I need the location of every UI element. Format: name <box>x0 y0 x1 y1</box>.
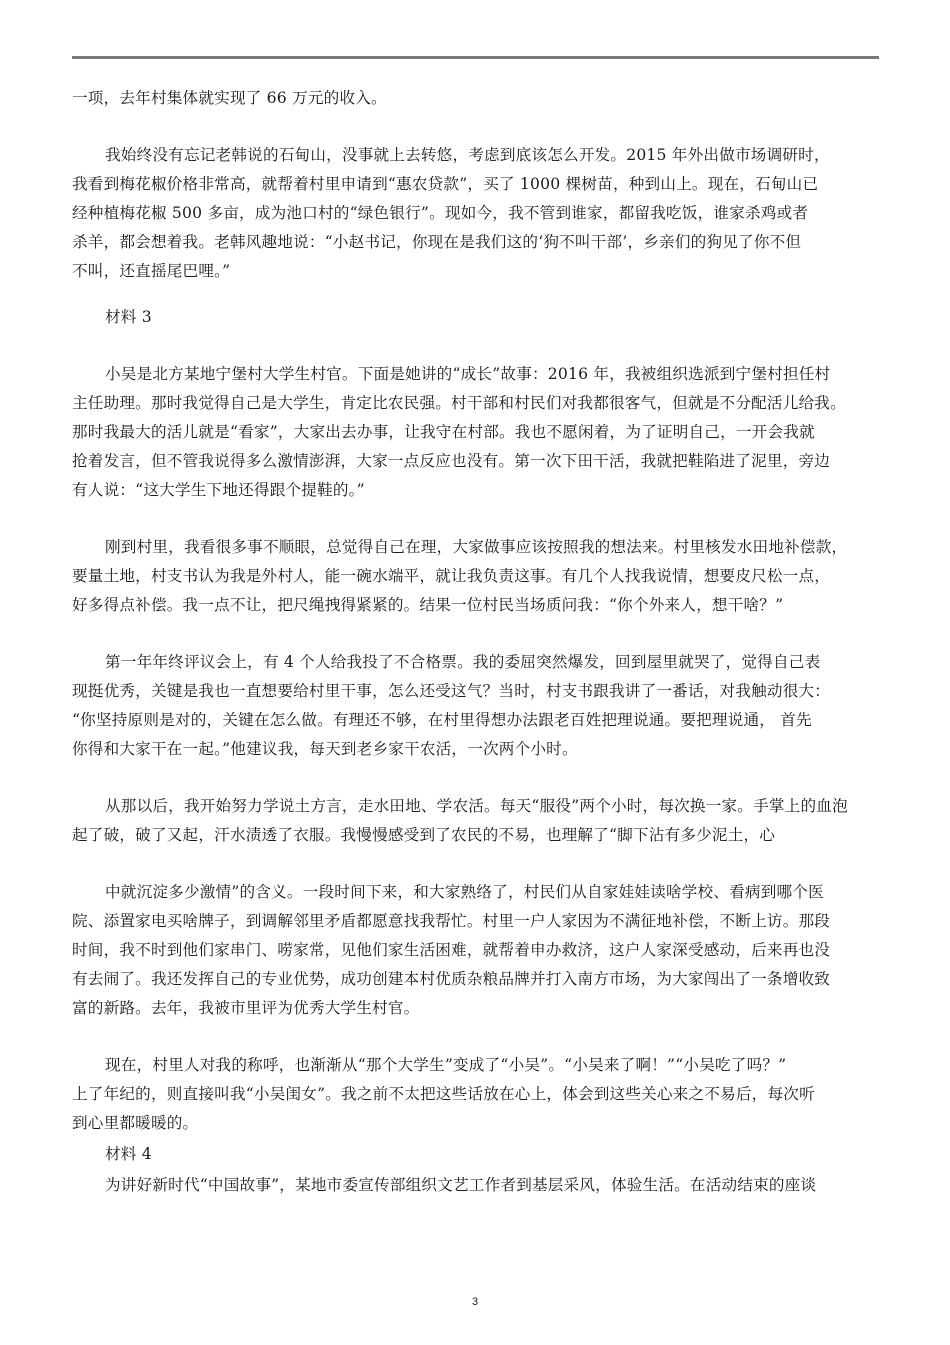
text-line: 我始终没有忘记老韩说的石甸山，没事就上去转悠，考虑到底该怎么开发。2015 年外出做市场调研时， <box>105 146 830 164</box>
text-line: 从那以后，我开始努力学说土方言，走水田地、学农活。每天“服役”两个小时，每次换一家。手掌上的血泡 <box>105 797 848 815</box>
text-line: “你坚持原则是对的，关键在怎么做。有理还不够，在村里得想办法跟老百姓把理说通。要把理说通， 首先 <box>72 711 812 729</box>
text-line: 富的新路。去年，我被市里评为优秀大学生村官。 <box>72 999 420 1017</box>
text-line: 起了破，破了又起，汗水渍透了衣服。我慢慢感受到了农民的不易，也理解了“脚下沾有多少泥土，心 <box>72 826 776 844</box>
text-line: 要量土地，村支书认为我是外村人，能一碗水端平，就让我负责这事。有几个人找我说情，想要皮尺松一点， <box>72 567 831 585</box>
text-line: 一项，去年村集体就实现了 66 万元的收入。 <box>72 89 387 107</box>
text-line: 第一年年终评议会上，有 4 个人给我投了不合格票。我的委屈突然爆发，回到屋里就哭了，觉得自己表 <box>105 653 821 671</box>
text-line: 时间，我不时到他们家串门、唠家常，见他们家生活困难，就帮着申办救济，这户人家深受感动，后来再也没 <box>72 941 831 959</box>
paragraph <box>72 1051 880 1138</box>
text-line: 不叫，还直摇尾巴哩。” <box>72 262 231 280</box>
text-line: 主任助理。那时我觉得自己是大学生，肯定比农民强。村干部和村民们对我都很客气，但就是不分配活儿给我。 <box>72 394 846 412</box>
section-heading-material-4: 材料 4 <box>105 1145 152 1163</box>
text-line: 抢着发言，但不管我说得多么激情澎湃，大家一点反应也没有。第一次下田干活，我就把鞋陷进了泥里，旁边 <box>72 452 831 470</box>
text-line: 院、添置家电买啥牌子，到调解邻里矛盾都愿意找我帮忙。村里一户人家因为不满征地补偿，不断上访。那段 <box>72 912 831 930</box>
text-line: 好多得点补偿。我一点不让，把尺绳拽得紧紧的。结果一位村民当场质问我：“你个外来人，想干啥？” <box>72 596 784 614</box>
text-line: 现在，村里人对我的称呼，也渐渐从“那个大学生”变成了“小吴”。“小吴来了啊！”“小吴吃了吗？” <box>105 1056 787 1074</box>
text-line: 有去闹了。我还发挥自己的专业优势，成功创建本村优质杂粮品牌并打入南方市场，为大家闯出了一条增收致 <box>72 970 831 988</box>
page-number: 3 <box>471 1296 479 1308</box>
text-line: 为讲好新时代“中国故事”，某地市委宣传部组织文艺工作者到基层采风，体验生活。在活动结束的座谈 <box>105 1176 817 1194</box>
paragraph <box>72 533 880 620</box>
text-line: 那时我最大的活儿就是“看家”，大家出去办事，让我守在村部。我也不愿闲着，为了证明自己，一开会我就 <box>72 423 815 441</box>
section-heading-material-3: 材料 3 <box>105 308 152 326</box>
text-line: 经种植梅花椒 500 多亩，成为池口村的“绿色银行”。现如今，我不管到谁家，都留我吃饭，谁家杀鸡或者 <box>72 204 809 222</box>
paragraph <box>72 141 880 286</box>
text-line: 小吴是北方某地宁堡村大学生村官。下面是她讲的“成长”故事：2016 年，我被组织选派到宁堡村担任村 <box>105 365 831 383</box>
paragraph <box>72 792 880 850</box>
text-line: 我看到梅花椒价格非常高，就帮着村里申请到“惠农贷款”，买了 1000 棵树苗，种到山上。现在，石甸山已 <box>72 175 819 193</box>
text-line: 中就沉淀多少激情”的含义。一段时间下来，和大家熟络了，村民们从自家娃娃读啥学校、看病到哪个医 <box>105 883 824 901</box>
paragraph <box>72 360 880 505</box>
text-line: 你得和大家干在一起。”他建议我，每天到老乡家干农活，一次两个小时。 <box>72 740 578 758</box>
text-line: 到心里都暖暖的。 <box>72 1114 199 1132</box>
text-line: 上了年纪的，则直接叫我“小吴闺女”。我之前不太把这些话放在心上，体会到这些关心来之不易后，每次听 <box>72 1085 815 1103</box>
header-rule <box>72 56 879 59</box>
paragraph <box>72 648 880 764</box>
text-line: 杀羊，都会想着我。老韩风趣地说：“小赵书记，你现在是我们这的‘狗不叫干部’，乡亲们的狗见了你不但 <box>72 233 802 251</box>
text-line: 现挺优秀，关键是我也一直想要给村里干事，怎么还受这气？当时，村支书跟我讲了一番话，对我触动很大： <box>72 682 831 700</box>
text-line: 有人说：“这大学生下地还得跟个提鞋的。” <box>72 481 365 499</box>
paragraph <box>72 878 880 1023</box>
text-line: 刚到村里，我看很多事不顺眼，总觉得自己在理，大家做事应该按照我的想法来。村里核发水田地补偿款， <box>105 538 848 556</box>
document-body <box>72 84 880 1200</box>
